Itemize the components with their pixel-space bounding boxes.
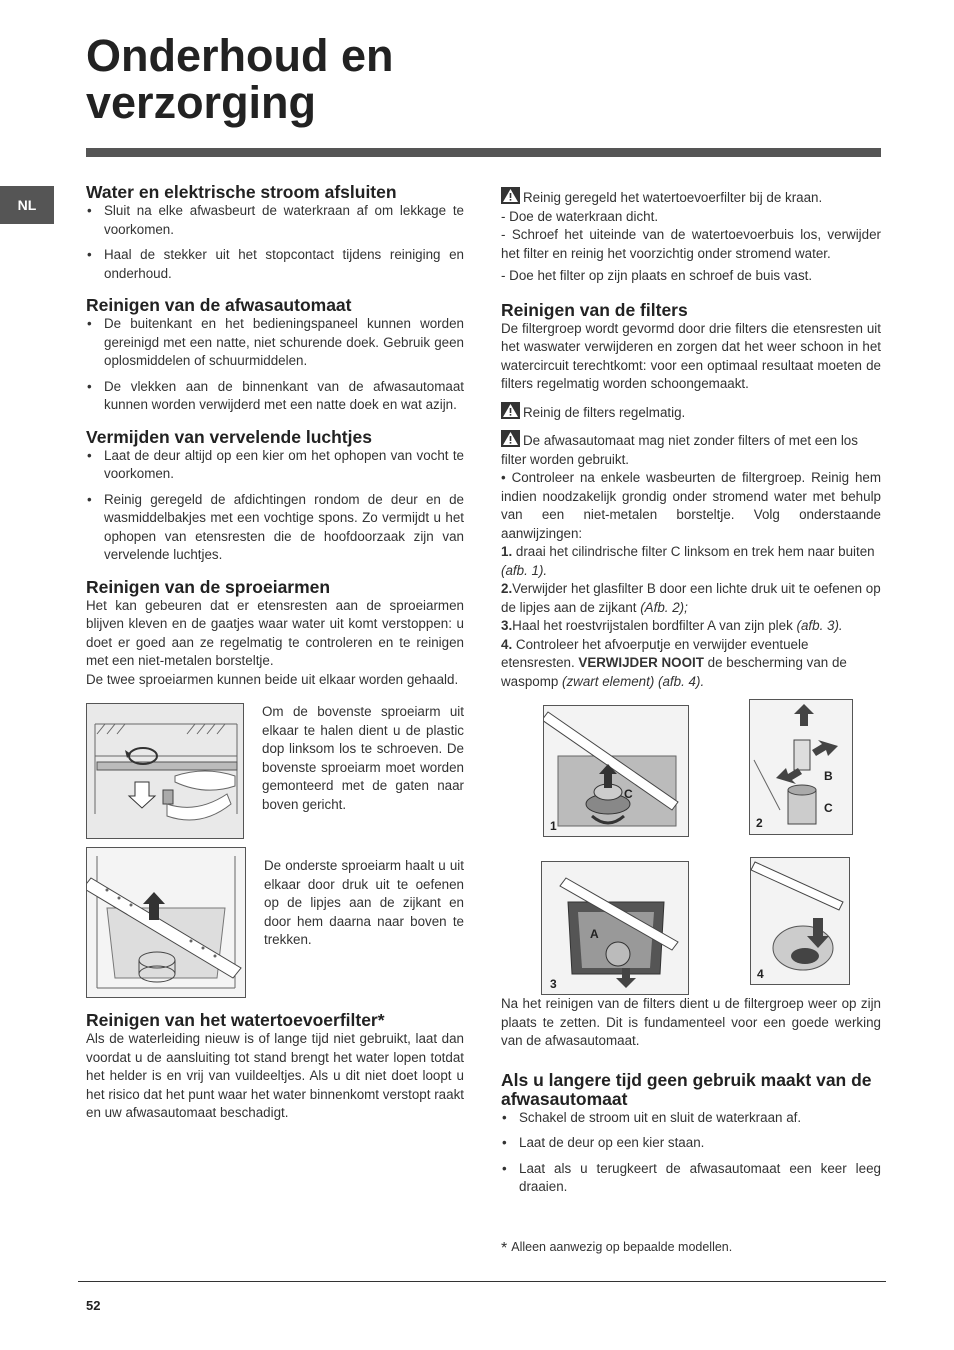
paragraph: De twee sproeiarmen kunnen beide uit elkaar worden gehaald. bbox=[86, 671, 459, 687]
section-heading-filters: Reinigen van de filters bbox=[501, 299, 688, 320]
bullet-list-langere-tijd bbox=[501, 1109, 881, 1197]
section-heading-water-stroom: Water en elektrische stroom afsluiten bbox=[86, 182, 397, 202]
filter-figure-4 bbox=[750, 857, 850, 985]
figure-number: 3 bbox=[550, 977, 557, 991]
paragraph: - Doe het filter op zijn plaats en schroef de buis vast. bbox=[501, 268, 813, 283]
right-column bbox=[501, 187, 881, 1204]
lower-spray-arm-text: De onderste sproeiarm haalt u uit elkaar door druk uit te oefenen op de lipjes aan de zijkant en door hem daarna naar boven te trekken. bbox=[264, 858, 464, 947]
warning-text: Reinig de filters regelmatig. bbox=[523, 404, 686, 420]
upper-spray-arm-illustration bbox=[86, 703, 244, 839]
filter-figures bbox=[501, 705, 881, 995]
paragraph: • Controleer na enkele wasbeurten de filtergroep. Reinig hem indien noodzakelijk grondig onder stromend water met behulp van een niet-metalen borsteltje. Volg onderstaande aanwijzingen: bbox=[501, 470, 881, 541]
bullet-list-luchtjes bbox=[86, 447, 464, 565]
section-heading-watertoevoerfilter: Reinigen van het watertoevoerfilter* bbox=[86, 1010, 385, 1030]
section-heading-reinigen-afwasautomaat: Reinigen van de afwasautomaat bbox=[86, 295, 352, 315]
footnote bbox=[501, 1240, 732, 1258]
list-item: • De buitenkant en het bedieningspaneel kunnen worden gereinigd met een natte, niet schurende doek. Gebruik geen oplosmiddelen of schuurmiddelen. bbox=[86, 315, 464, 371]
paragraph: Het kan gebeuren dat er etensresten aan de sproeiarmen blijven kleven en de gaatjes waar water uit komt verstoppen: u doet er goed aan ze regelmatig te controleren en te reinigen met een niet-metalen borsteltje. bbox=[86, 597, 464, 668]
figure-number: 2 bbox=[756, 816, 763, 830]
warning-line bbox=[501, 402, 881, 423]
warning-text: De afwasautomaat mag niet zonder filters of met een los filter worden gebruikt. bbox=[501, 433, 858, 467]
list-item: • Laat de deur altijd op een kier om het ophopen van vocht te voorkomen. bbox=[86, 447, 464, 484]
title-rule bbox=[86, 148, 881, 157]
list-item: • Reinig geregeld de afdichtingen rondom de deur en de wasmiddelbakjes met een vochtige spons. Zo vermijdt u het ophopen van etensresten die de hoofdoorzaak zijn van vervelende luchtjes. bbox=[86, 491, 464, 565]
spray-arm-figures bbox=[86, 703, 464, 999]
warning-line bbox=[501, 430, 881, 469]
filter-figure-3 bbox=[541, 861, 689, 995]
figure-number: 1 bbox=[550, 819, 557, 833]
warning-text: Reinig geregeld het watertoevoerfilter bij de kraan. bbox=[523, 190, 823, 205]
list-item: • Laat de deur op een kier staan. bbox=[501, 1134, 881, 1153]
warning-line bbox=[501, 187, 881, 208]
page-title: Onderhoud en verzorging bbox=[86, 30, 394, 128]
step-1: 1. draai het cilindrische filter C linksom en trek hem naar buiten (afb. 1). bbox=[501, 544, 875, 578]
left-column bbox=[86, 183, 464, 1123]
warning-icon bbox=[501, 187, 520, 204]
list-item: • Sluit na elke afwasbeurt de waterkraan af om lekkage te voorkomen. bbox=[86, 202, 464, 239]
page-number: 52 bbox=[86, 1298, 101, 1313]
figure-label-a: A bbox=[590, 927, 599, 941]
paragraph: Na het reinigen van de filters dient u de filtergroep weer op zijn plaats te zetten. Dit is fundamenteel voor een goede werking van de afwasautomaat. bbox=[501, 996, 881, 1048]
section-heading-sproeiarmen: Reinigen van de sproeiarmen bbox=[86, 576, 331, 597]
list-item: • Schakel de stroom uit en sluit de waterkraan af. bbox=[501, 1109, 881, 1128]
list-item: • Haal de stekker uit het stopcontact tijdens reiniging en onderhoud. bbox=[86, 246, 464, 283]
warning-icon bbox=[501, 402, 520, 419]
figure-number: 4 bbox=[757, 967, 764, 981]
warning-icon bbox=[501, 430, 520, 447]
step-4: 4. Controleer het afvoerputje en verwijder eventuele etensresten. VERWIJDER NOOIT de bescherming van de waspomp (zwart element) (afb. 4). bbox=[501, 636, 847, 689]
filter-figure-1 bbox=[543, 705, 689, 837]
figure-label-c: C bbox=[824, 801, 833, 815]
paragraph: - Doe de waterkraan dicht. bbox=[501, 208, 659, 224]
section-heading-langere-tijd: Als u langere tijd geen gebruik maakt van de afwasautomaat bbox=[501, 1069, 872, 1109]
paragraph: Als de waterleiding nieuw is of lange tijd niet gebruikt, laat dan voordat u de aansluiting tot stand brengt het water lopen totdat het helder is en vrij van vuildeeltjes. Als u dit niet doet loopt u het risico dat het punt waar het water binnenkomt verstopt raakt en uw afwasautomaat beschadigt. bbox=[86, 1031, 464, 1120]
step-2: 2.Verwijder het glasfilter B door een lichte druk uit te oefenen op de lipjes aan de zijkant (Afb. 2); bbox=[501, 581, 881, 615]
bottom-rule bbox=[78, 1281, 886, 1282]
list-item: • De vlekken aan de binnenkant van de afwasautomaat kunnen worden verwijderd met een natte doek en wat azijn. bbox=[86, 378, 464, 415]
lower-spray-arm-illustration bbox=[86, 847, 246, 998]
step-3: 3.Haal het roestvrijstalen bordfilter A van zijn plek (afb. 3). bbox=[501, 618, 843, 633]
figure-label-c: C bbox=[624, 787, 633, 801]
footnote-mark: * bbox=[501, 1240, 508, 1257]
figure-label-b: B bbox=[824, 769, 833, 783]
footnote-text: Alleen aanwezig op bepaalde modellen. bbox=[511, 1240, 733, 1254]
bullet-list-reinigen bbox=[86, 315, 464, 415]
bullet-list-water-stroom bbox=[86, 202, 464, 283]
section-heading-luchtjes: Vermijden van vervelende luchtjes bbox=[86, 426, 372, 447]
upper-spray-arm-text: Om de bovenste sproeiarm uit elkaar te halen dient u de plastic dop linksom los te schroeven. De bovenste sproeiarm moet worden gemonteerd met de gaten naar boven gericht. bbox=[262, 704, 464, 812]
filter-figure-2 bbox=[749, 699, 853, 835]
list-item: • Laat als u terugkeert de afwasautomaat een keer leeg draaien. bbox=[501, 1160, 881, 1197]
language-tab: NL bbox=[0, 186, 54, 224]
paragraph: - Schroef het uiteinde van de watertoevoerbuis los, verwijder het filter en reinig het voorzichtig onder stromend water. bbox=[501, 227, 881, 261]
paragraph: De filtergroep wordt gevormd door drie filters die etensresten uit het waswater verwijderen en zorgen dat het weer schoon in het watercircuit terechtkomt: voor een optimaal resultaat moeten de filters regelmatig worden schoongemaakt. bbox=[501, 320, 881, 391]
